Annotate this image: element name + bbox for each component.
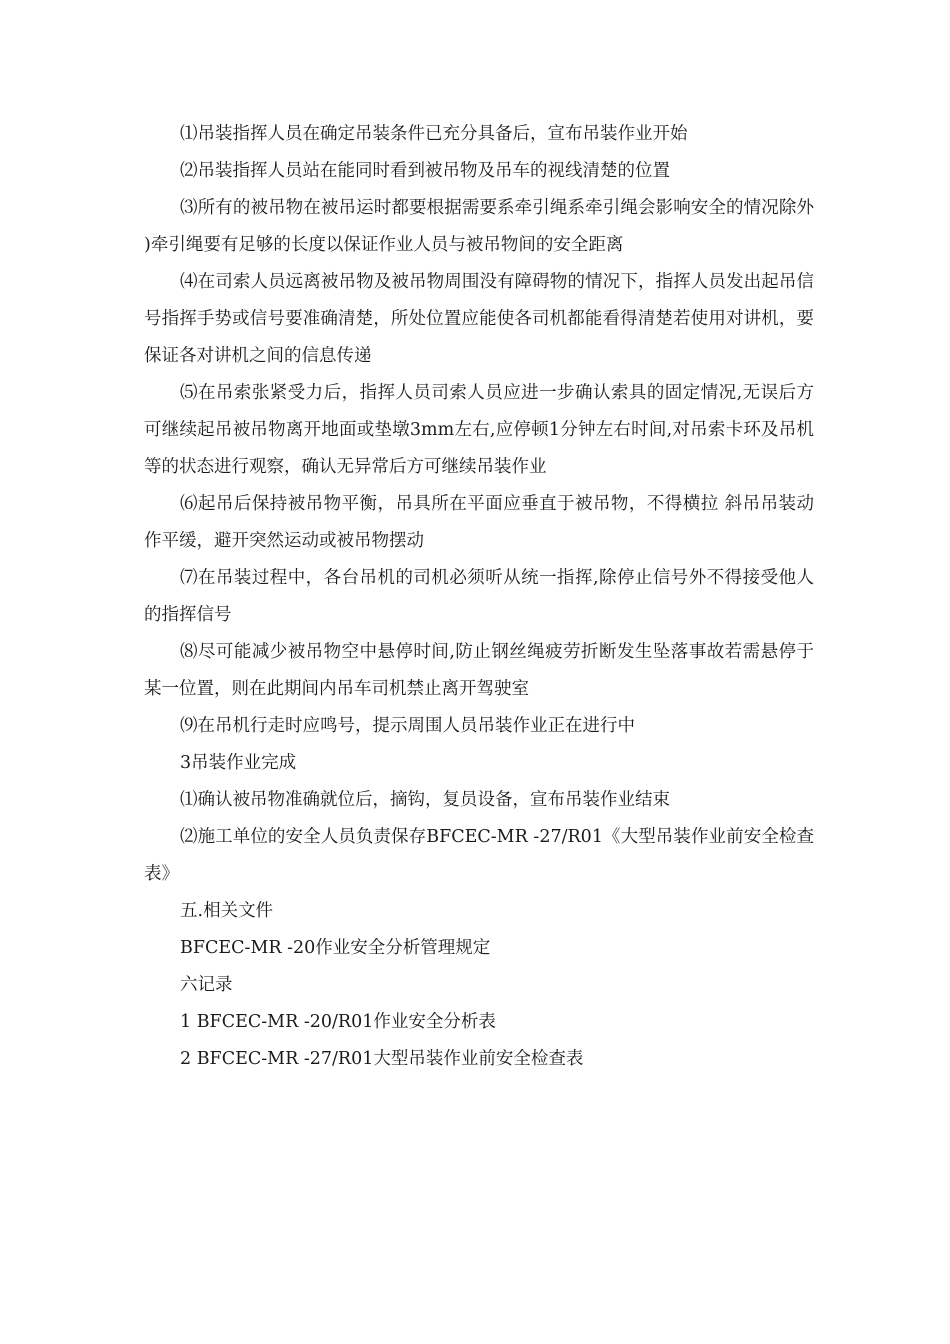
- record-item-1: 1 BFCEC-MR -20/R01作业安全分析表: [180, 1012, 496, 1032]
- section-related-docs-heading: 五.相关文件: [180, 901, 274, 921]
- step-6-balance: ⑹起吊后保持被吊物平衡，吊具所在平面应垂直于被吊物，不得横拉 斜吊吊装动作平缓，避开突然运动或被吊物摆动: [144, 494, 814, 551]
- related-doc-item: BFCEC-MR -20作业安全分析管理规定: [180, 938, 491, 958]
- record-item-2: 2 BFCEC-MR -27/R01大型吊装作业前安全检查表: [180, 1049, 584, 1069]
- complete-step-2: ⑵施工单位的安全人员负责保存BFCEC-MR -27/R01《大型吊装作业前安全检查表》: [144, 827, 814, 884]
- step-7-unified-command: ⑺在吊装过程中，各台吊机的司机必须听从统一指挥,除停止信号外不得接受他人的指挥信号: [144, 568, 814, 625]
- step-9-horn-signal: ⑼在吊机行走时应鸣号，提示周围人员吊装作业正在进行中: [180, 716, 635, 736]
- step-2-commander-position: ⑵吊装指挥人员站在能同时看到被吊物及吊车的视线清楚的位置: [180, 161, 670, 181]
- section-lift-complete-heading: 3吊装作业完成: [180, 753, 297, 773]
- step-3-guide-rope: ⑶所有的被吊物在被吊运时都要根据需要系牵引绳系牵引绳会影响安全的情况除外)牵引绳要有足够的长度以保证作业人员与被吊物间的安全距离: [144, 198, 814, 255]
- step-8-hover-time: ⑻尽可能减少被吊物空中悬停时间,防止钢丝绳疲劳折断发生坠落事故若需悬停于某一位置，则在此期间内吊车司机禁止离开驾驶室: [144, 642, 814, 699]
- step-5-sling-check: ⑸在吊索张紧受力后，指挥人员司索人员应进一步确认索具的固定情况,无误后方可继续起吊被吊物离开地面或垫墩3mm左右,应停顿1分钟左右时间,对吊索卡环及吊机等的状态进行观察，确认无异常后方可继续吊装作业: [144, 383, 814, 477]
- section-records-heading: 六记录: [180, 975, 233, 995]
- document-body: [144, 116, 814, 1078]
- step-1-announce-start: ⑴吊装指挥人员在确定吊装条件已充分具备后，宣布吊装作业开始: [180, 124, 688, 144]
- complete-step-1: ⑴确认被吊物准确就位后，摘钩，复员设备，宣布吊装作业结束: [180, 790, 670, 810]
- step-4-lift-signal: ⑷在司索人员远离被吊物及被吊物周围没有障碍物的情况下，指挥人员发出起吊信号指挥手势或信号要准确清楚，所处位置应能使各司机都能看得清楚若使用对讲机，要保证各对讲机之间的信息传递: [144, 272, 814, 366]
